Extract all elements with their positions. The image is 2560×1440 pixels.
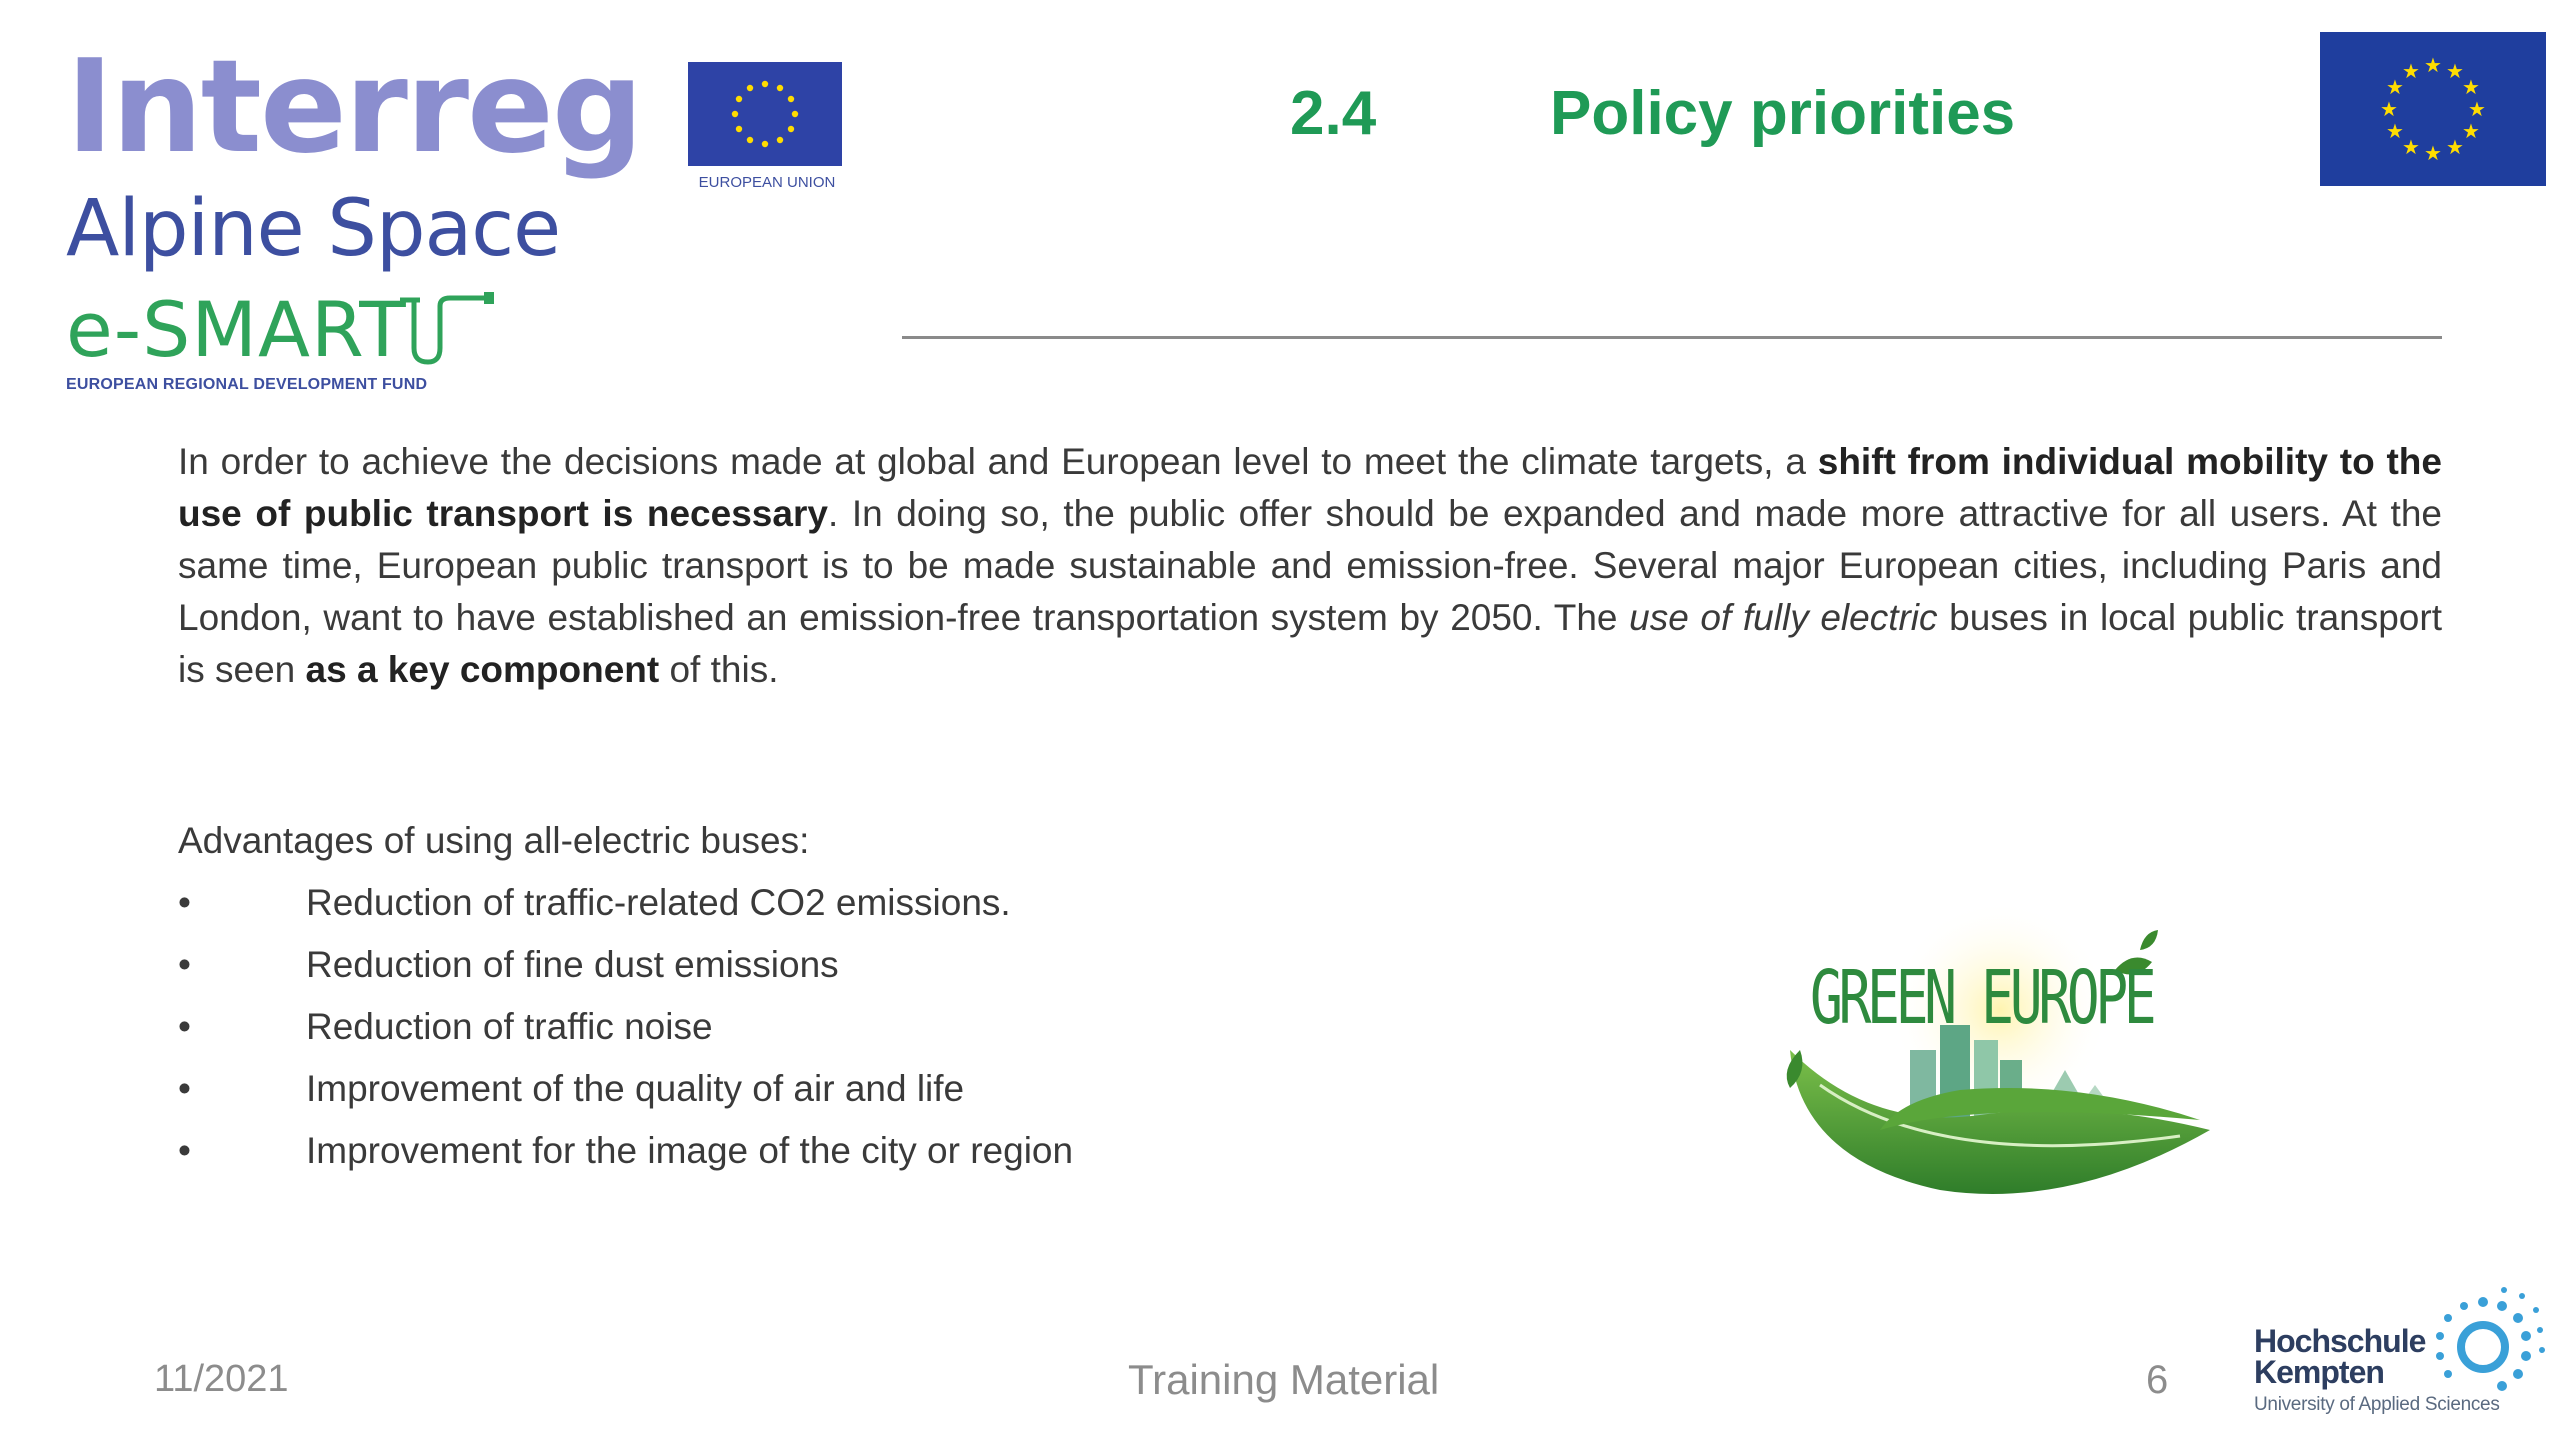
svg-text:★: ★ (2380, 97, 2398, 121)
svg-text:★: ★ (2402, 59, 2420, 83)
footer-title: Training Material (1128, 1356, 1440, 1403)
svg-text:★: ★ (2402, 135, 2420, 159)
institution-line1: Hochschule (2254, 1323, 2426, 1359)
svg-text:★: ★ (2386, 119, 2404, 143)
eu-flag (2320, 32, 2546, 186)
green-europe-leaf-illustration (1760, 900, 2230, 1230)
para-text: buses in local public transport is seen (178, 597, 2442, 690)
green-europe-title: GREEN EUROPE (1810, 955, 2153, 1041)
svg-text:★: ★ (2468, 97, 2486, 121)
para-text: In order to achieve the decisions made at global and European level to meet the climate targets, a (178, 441, 1818, 482)
para-italic-text: use of fully electric (1629, 597, 1938, 638)
svg-text:★: ★ (2462, 119, 2480, 143)
svg-text:★: ★ (2462, 75, 2480, 99)
bullet-icon: • (178, 1068, 191, 1109)
alpine-space-logo-text: Alpine Space (66, 184, 561, 274)
erdf-label: EUROPEAN REGIONAL DEVELOPMENT FUND (66, 376, 428, 393)
page-number: 6 (2146, 1358, 2169, 1402)
para-text: of this. (659, 649, 779, 690)
para-bold-text: shift from individual mobility to the use of public transport is necessary (178, 441, 2442, 534)
title-divider (902, 336, 2442, 339)
svg-text:★: ★ (2424, 53, 2442, 77)
bullet-icon: • (178, 944, 191, 985)
plug-icon (400, 290, 500, 370)
svg-text:★: ★ (2446, 135, 2464, 159)
svg-text:★: ★ (2386, 75, 2404, 99)
eu-stars-icon (2320, 32, 2546, 186)
institution-line2: Kempten (2254, 1354, 2384, 1390)
list-item-text: Reduction of traffic noise (306, 1006, 713, 1047)
bullet-icon: • (178, 1130, 191, 1171)
interreg-logo-text: Interreg (66, 33, 642, 182)
svg-text:★: ★ (2446, 59, 2464, 83)
eu-label: EUROPEAN UNION (698, 174, 836, 191)
intro-paragraph (178, 436, 2442, 696)
bullet-icon: • (178, 882, 191, 923)
para-bold-text: as a key component (305, 649, 660, 690)
advantages-heading: Advantages of using all-electric buses: (178, 820, 810, 861)
footer-date: 11/2021 (154, 1358, 289, 1400)
section-number: 2.4 (1290, 79, 1377, 148)
institution-subtitle: University of Applied Sciences (2254, 1394, 2500, 1415)
list-item-text: Improvement of the quality of air and life (306, 1068, 965, 1109)
e-smart-logo-text: e-SMART (66, 285, 407, 374)
eu-flag-small (688, 62, 842, 166)
eu-stars-icon (688, 62, 842, 166)
list-item-text: Reduction of fine dust emissions (306, 944, 839, 985)
list-item-text: Reduction of traffic-related CO2 emissions. (306, 882, 1011, 923)
para-text: . In doing so, the public offer should be expanded and made more attractive for all users. At the same time, European public transport is to be made sustainable and emission-free. Several major European cities, including Paris and London, want to have established an emission-free transportation system by 2050. The (178, 493, 2442, 638)
svg-text:★: ★ (2424, 141, 2442, 165)
page-title: Policy priorities (1550, 79, 2016, 148)
list-item-text: Improvement for the image of the city or region (306, 1130, 1074, 1171)
hochschule-swirl-icon (2418, 1282, 2548, 1412)
institution-name (2254, 1323, 2426, 1390)
bullet-icon: • (178, 1006, 191, 1047)
